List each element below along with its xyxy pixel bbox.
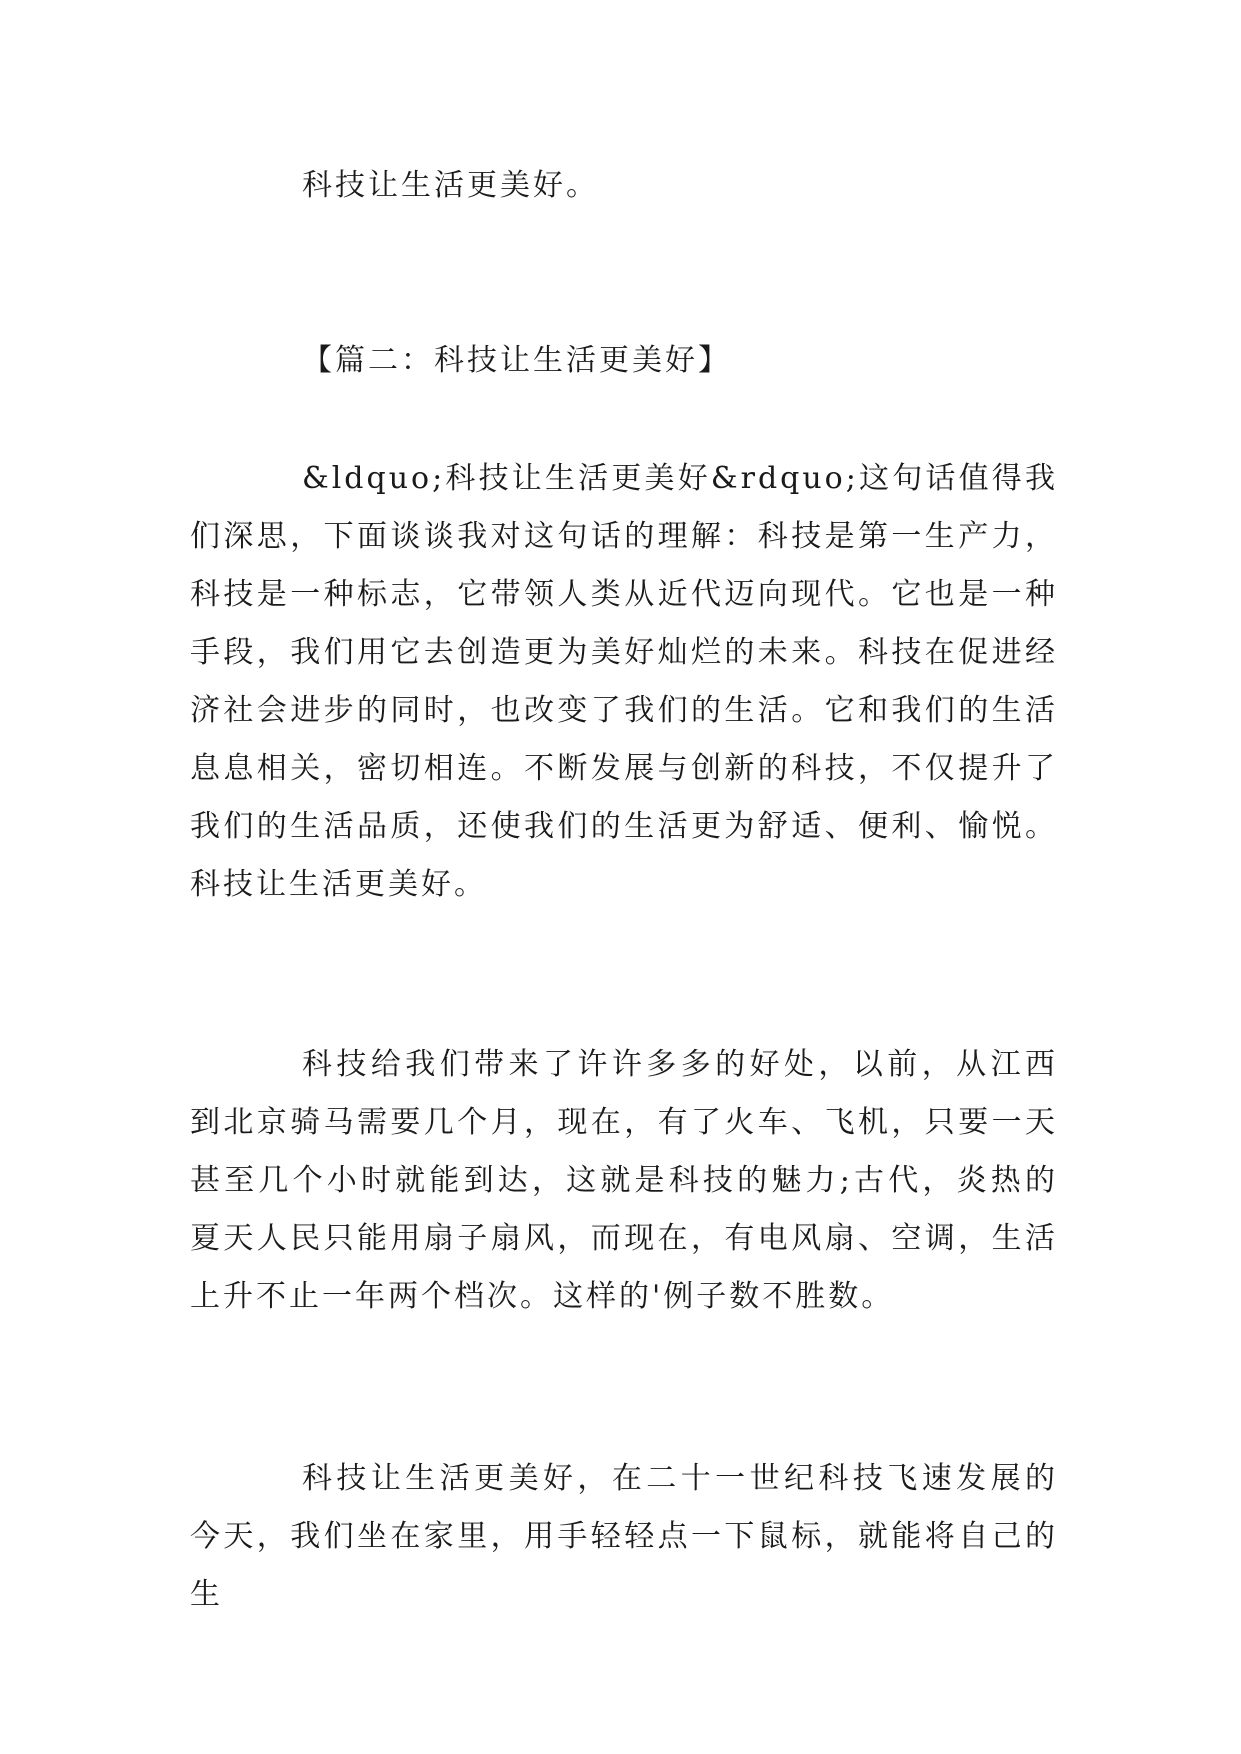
- paragraph-benefits: 科技给我们带来了许许多多的好处，以前，从江西到北京骑马需要几个月，现在，有了火车、飞机，只要一天甚至几个小时就能到达，这就是科技的魅力;古代，炎热的夏天人民只能用扇子扇风，而现在，有电风扇、空调，生活上升不止一年两个档次。这样的'例子数不胜数。: [190, 1047, 1058, 1314]
- paragraph-closing: 科技让生活更美好。: [302, 168, 599, 203]
- paragraph-intro: &ldquo;科技让生活更美好&rdquo;这句话值得我们深思，下面谈谈我对这句话的理解：科技是第一生产力，科技是一种标志，它带领人类从近代迈向现代。它也是一种手段，我们用它去创造更为美好灿烂的未来。科技在促进经济社会进步的同时，也改变了我们的生活。它和我们的生活息息相关，密切相连。不断发展与创新的科技，不仅提升了我们的生活品质，还使我们的生活更为舒适、便利、愉悦。科技让生活更美好。: [190, 461, 1058, 902]
- section-heading: 【篇二：科技让生活更美好】: [302, 343, 731, 378]
- paragraph-modern-life: 科技让生活更美好，在二十一世纪科技飞速发展的今天，我们坐在家里，用手轻轻点一下鼠标，就能将自己的生: [190, 1461, 1058, 1612]
